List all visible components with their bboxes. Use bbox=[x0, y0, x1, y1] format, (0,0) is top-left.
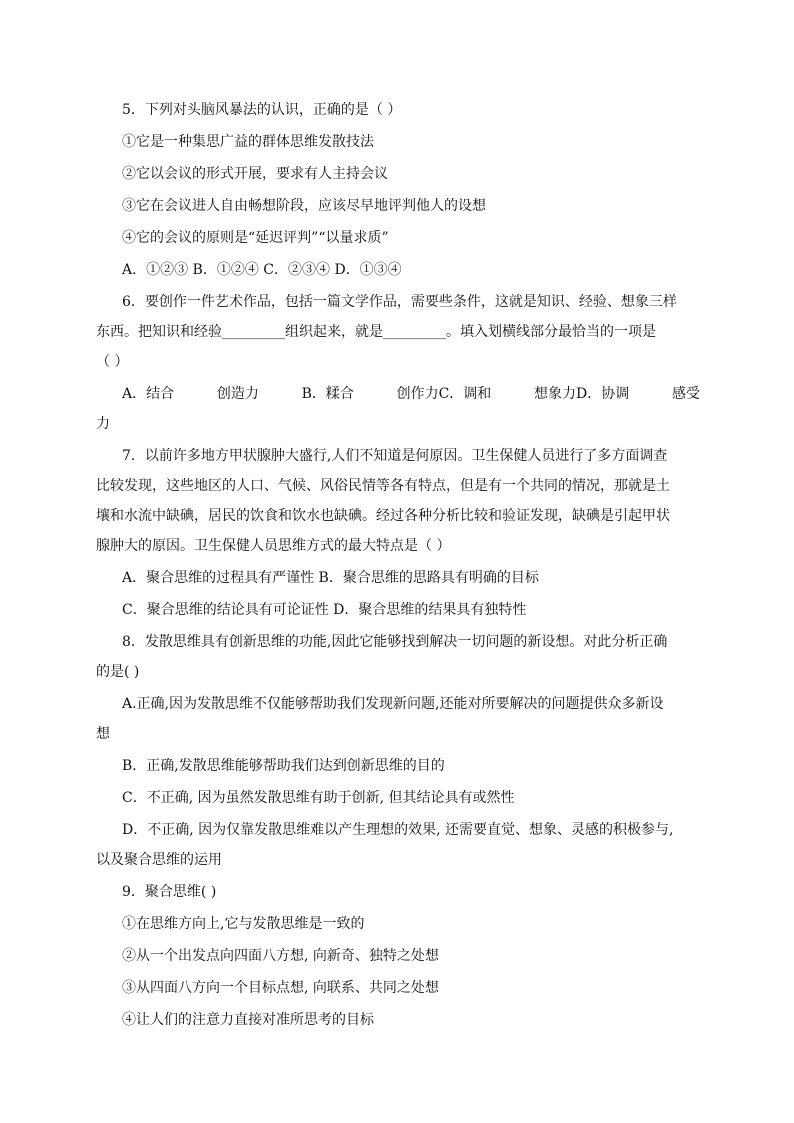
q7-line-1: 7．以前许多地方甲状腺肿大盛行,人们不知道是何原因。卫生保健人员进行了多方面调查 bbox=[122, 448, 668, 464]
q6-line-3: （ ） bbox=[96, 354, 129, 370]
q8-option-d-1: D．不正确, 因为仅靠发散思维难以产生理想的效果, 还需要直觉、想象、灵感的积极参与, bbox=[122, 822, 674, 838]
q6-option-b: B．糅合 bbox=[301, 386, 354, 402]
q8-option-d-2: 以及聚合思维的运用 bbox=[96, 852, 222, 868]
q8-option-b: B．正确,发散思维能够帮助我们达到创新思维的目的 bbox=[122, 758, 445, 774]
q7-line-4: 腺肿大的原因。卫生保健人员思维方式的最大特点是（ ） bbox=[96, 538, 451, 554]
q8-line-2: 的是( ) bbox=[96, 664, 140, 680]
q9-statement-2: ②从一个出发点向四面八方想, 向新奇、独特之处想 bbox=[122, 948, 439, 964]
q6-options bbox=[122, 384, 700, 404]
q5-statement-4: ④它的会议的原则是“延迟评判”“以量求质” bbox=[122, 230, 389, 246]
q9-statement-1: ①在思维方向上,它与发散思维是一致的 bbox=[122, 916, 365, 932]
q6-option-b-2: 创作力C．调和 bbox=[396, 386, 492, 402]
q5-options: A．①②③ B．①②④ C．②③④ D．①③④ bbox=[122, 262, 402, 278]
q7-options-2: C．聚合思维的结论具有可论证性 D．聚合思维的结果具有独特性 bbox=[122, 602, 527, 618]
q9-stem: 9．聚合思维( ) bbox=[122, 884, 217, 900]
q7-options-1: A．聚合思维的过程具有严谨性 B．聚合思维的思路具有明确的目标 bbox=[122, 570, 539, 586]
q6-option-d-2: 感受 bbox=[671, 386, 700, 402]
q5-stem: 5．下列对头脑风暴法的认识，正确的是（ ） bbox=[122, 102, 402, 118]
q6-line-1: 6．要创作一件艺术作品，包括一篇文学作品，需要些条件，这就是知识、经验、想象三样 bbox=[122, 294, 677, 310]
q6-option-wrap: 力 bbox=[96, 416, 110, 432]
q8-option-a-2: 想 bbox=[96, 726, 110, 742]
q5-statement-3: ③它在会议进人自由畅想阶段，应该尽早地评判他人的设想 bbox=[122, 198, 486, 214]
q9-statement-3: ③从四面八方向一个目标点想, 向联系、共同之处想 bbox=[122, 980, 439, 996]
q6-option-c-2: 想象力D．协调 bbox=[534, 386, 630, 402]
q6-option-a-2: 创造力 bbox=[216, 386, 259, 402]
q8-option-c: C．不正确, 因为虽然发散思维有助于创新, 但其结论具有或然性 bbox=[122, 790, 515, 806]
q6-line-2: 东西。把知识和经验_________组织起来，就是_________。填入划横线部分最恰当的一项是 bbox=[96, 324, 656, 340]
q5-statement-1: ①它是一种集思广益的群体思维发散技法 bbox=[122, 134, 374, 150]
q7-line-2: 比较发现，这些地区的人口、气候、风俗民情等各有特点，但是有一个共同的情况，那就是土 bbox=[96, 478, 670, 494]
q8-option-a-1: A.正确,因为发散思维不仅能够帮助我们发现新问题,还能对所要解决的问题提供众多新设 bbox=[122, 696, 664, 712]
q6-option-a: A．结合 bbox=[122, 386, 175, 402]
q9-statement-4: ④让人们的注意力直接对准所思考的目标 bbox=[122, 1012, 374, 1028]
q7-line-3: 壤和水流中缺碘，居民的饮食和饮水也缺碘。经过各种分析比较和验证发现，缺碘是引起甲状 bbox=[96, 508, 670, 524]
q5-statement-2: ②它以会议的形式开展，要求有人主持会议 bbox=[122, 166, 388, 182]
q8-line-1: 8．发散思维具有创新思维的功能,因此它能够找到解决一切问题的新设想。对此分析正确 bbox=[122, 634, 668, 650]
